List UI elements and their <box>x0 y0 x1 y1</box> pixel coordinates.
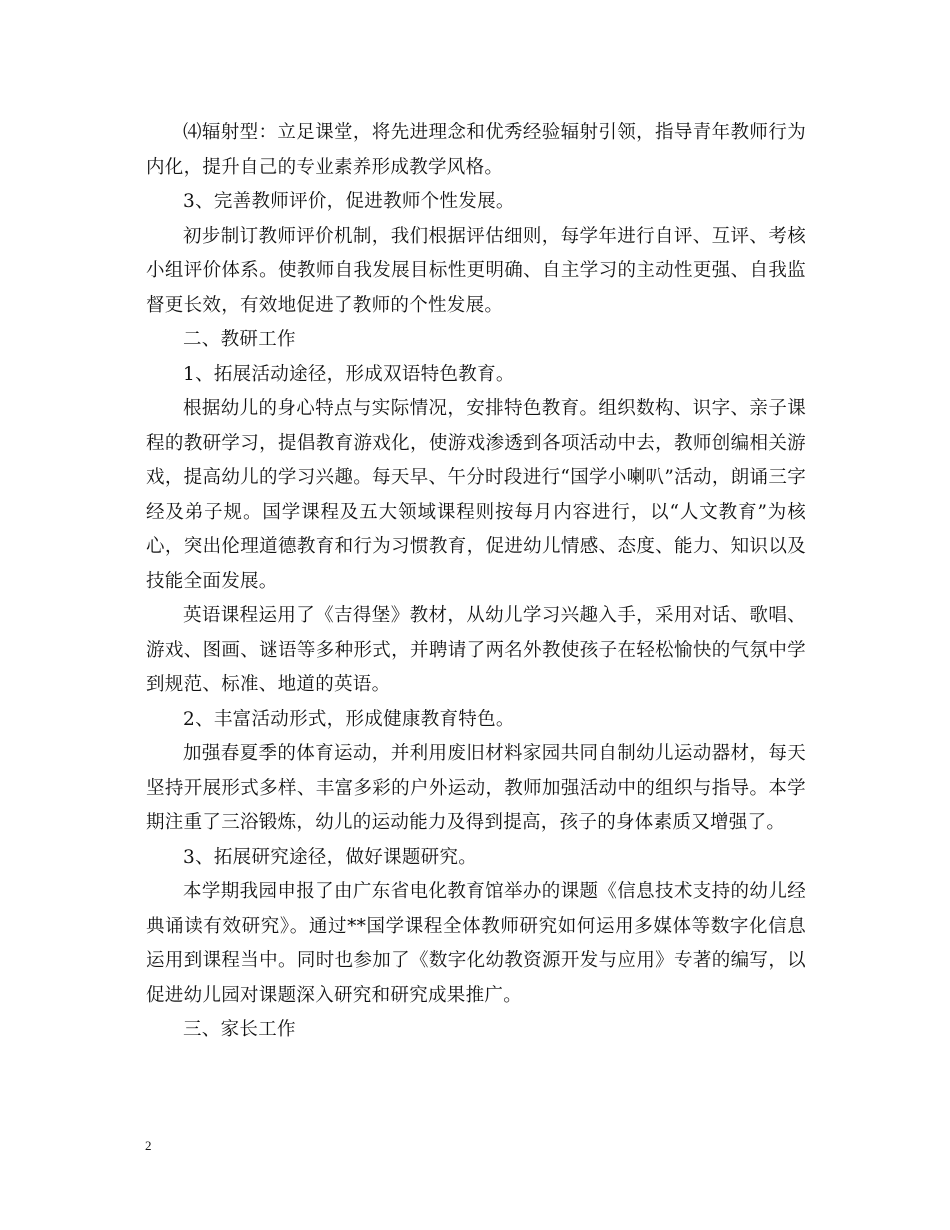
paragraph-sports-activities: 加强春夏季的体育运动，并利用废旧材料家园共同自制幼儿运动器材，每天坚持开展形式多样、丰富多彩的户外运动，教师加强活动中的组织与指导。本学期注重了三浴锻炼，幼儿的运动能力及得到提高，孩子的身体素质又增强了。 <box>146 743 806 833</box>
paragraph-radiation-type: ⑷辐射型：立足课堂，将先进理念和优秀经验辐射引领，指导青年教师行为内化，提升自己的专业素养形成教学风格。 <box>146 122 806 178</box>
heading-health-education: 2、丰富活动形式，形成健康教育特色。 <box>183 708 515 730</box>
paragraph-special-education: 根据幼儿的身心特点与实际情况，安排特色教育。组织数构、识字、亲子课程的教研学习，提倡教育游戏化，使游戏渗透到各项活动中去，教师创编相关游戏，提高幼儿的学习兴趣。每天早、午分时段进行“国学小喇叭”活动，朗诵三字经及弟子规。国学课程及五大领域课程则按每月内容进行，以“人文教育”为核心，突出伦理道德教育和行为习惯教育，促进幼儿情感、态度、能力、知识以及技能全面发展。 <box>146 398 806 592</box>
paragraph-research-project: 本学期我园申报了由广东省电化教育馆举办的课题《信息技术支持的幼儿经典诵读有效研究》。通过**国学课程全体教师研究如何运用多媒体等数字化信息运用到课程当中。同时也参加了《数字化幼教资源开发与应用》专著的编写，以促进幼儿园对课题深入研究和研究成果推广。 <box>146 881 806 1006</box>
section-heading-parent-work: 三、家长工作 <box>183 1019 296 1040</box>
section-heading-teaching-research: 二、教研工作 <box>183 329 296 350</box>
paragraph-evaluation-mechanism: 初步制订教师评价机制，我们根据评估细则，每学年进行自评、互评、考核小组评价体系。使教师自我发展目标性更明确、自主学习的主动性更强、自我监督更长效，有效地促进了教师的个性发展。 <box>146 225 806 316</box>
document-body <box>146 116 806 1048</box>
heading-teacher-evaluation: 3、完善教师评价，促进教师个性发展。 <box>183 191 515 212</box>
page-number: 2 <box>145 1138 152 1153</box>
paragraph-english-curriculum: 英语课程运用了《吉得堡》教材，从幼儿学习兴趣入手，采用对话、歌唱、游戏、图画、谜语等多种形式，并聘请了两名外教使孩子在轻松愉快的气氛中学到规范、标准、地道的英语。 <box>146 605 806 695</box>
heading-research-topics: 3、拓展研究途径，做好课题研究。 <box>183 846 478 868</box>
heading-bilingual-education: 1、拓展活动途径，形成双语特色教育。 <box>183 363 515 385</box>
